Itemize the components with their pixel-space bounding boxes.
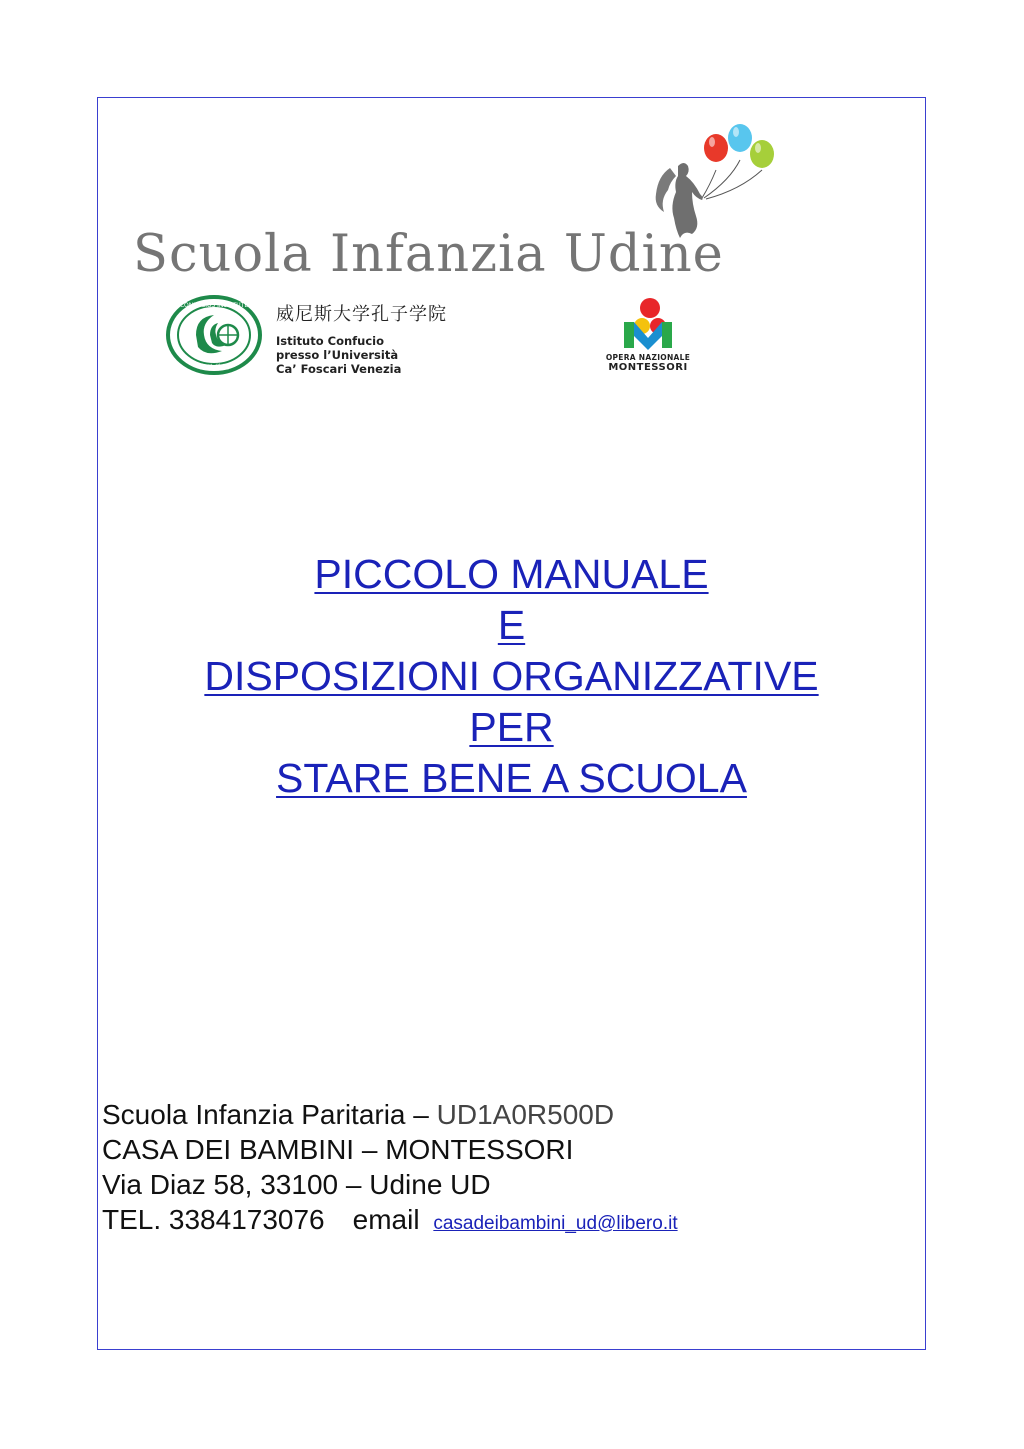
- confucius-ring-text: CONFUCIUS INSTITUTE: [179, 302, 249, 309]
- school-type: Scuola Infanzia Paritaria –: [102, 1099, 437, 1130]
- confucius-institute-text: [276, 300, 447, 376]
- email-label: email: [352, 1204, 420, 1235]
- address-line-3: Via Diaz 58, 33100 – Udine UD: [102, 1169, 491, 1200]
- confucius-seal-text: 孔 子 学 院: [199, 364, 229, 371]
- montessori-text: [598, 354, 698, 373]
- school-title: Scuola Infanzia Udine: [133, 225, 724, 284]
- email-link[interactable]: casadeibambini_ud@libero.it: [433, 1213, 678, 1234]
- confucius-line-3: Ca’ Foscari Venezia: [276, 362, 402, 376]
- blue-balloon-icon: [728, 124, 752, 152]
- address-line-4: [102, 1202, 678, 1241]
- phone-number: TEL. 3384173076: [102, 1204, 325, 1235]
- address-line-2: CASA DEI BAMBINI – MONTESSORI: [102, 1134, 574, 1165]
- montessori-line-2: MONTESSORI: [608, 362, 688, 373]
- confucius-chinese-name: 威尼斯大学孔子学院: [276, 304, 447, 325]
- address-line-1: [102, 1097, 678, 1132]
- montessori-line-1: OPERA NAZIONALE: [605, 353, 691, 362]
- confucius-line-2: presso l’Università: [276, 348, 399, 362]
- title-line-5: STARE BENE A SCUOLA: [276, 755, 747, 801]
- title-line-3: DISPOSIZIONI ORGANIZZATIVE: [204, 653, 819, 699]
- confucius-line-1: Istituto Confucio: [276, 334, 385, 348]
- confucius-institute-logo: [166, 295, 262, 375]
- red-balloon-icon: [704, 134, 728, 162]
- school-address-block: [102, 1097, 678, 1241]
- green-balloon-icon: [750, 140, 774, 168]
- title-line-2: E: [497, 602, 526, 648]
- document-title: [97, 549, 926, 804]
- title-line-1: PICCOLO MANUALE: [314, 551, 709, 597]
- school-code: UD1A0R500D: [436, 1099, 615, 1130]
- title-line-4: PER: [469, 704, 554, 750]
